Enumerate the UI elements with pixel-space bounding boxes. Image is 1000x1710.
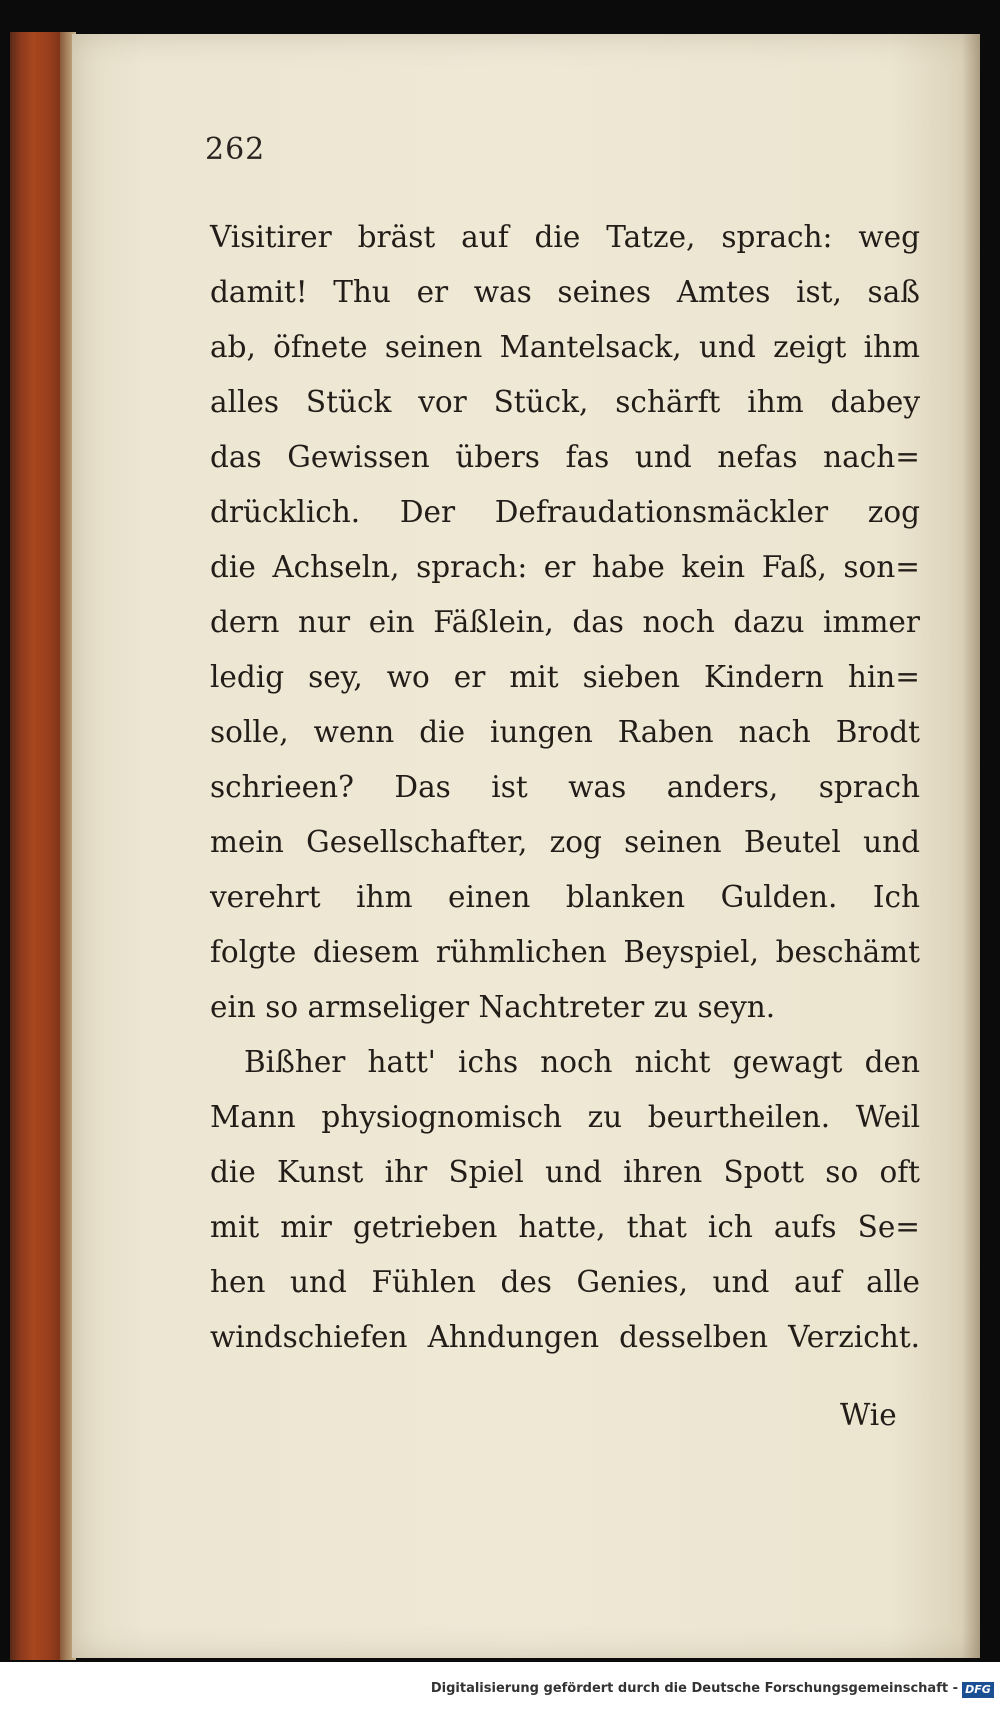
text-line: Visitirer bräst auf die Tatze, sprach: weg xyxy=(210,220,920,254)
text-line: solle, wenn die iungen Raben nach Brodt xyxy=(210,715,920,749)
text-line: mein Gesellschafter, zog seinen Beutel und xyxy=(210,825,920,859)
text-line: ledig sey, wo er mit sieben Kindern hin= xyxy=(210,660,920,694)
text-line: folgte diesem rühmlichen Beyspiel, beschämt xyxy=(210,935,920,969)
text-line: ab, öfnete seinen Mantelsack, und zeigt ihm xyxy=(210,330,920,364)
body-text xyxy=(210,210,920,1365)
text-line: das Gewissen übers fas und nefas nach= xyxy=(210,440,920,474)
text-line: verehrt ihm einen blanken Gulden. Ich xyxy=(210,880,920,914)
text-line: die Kunst ihr Spiel und ihren Spott so oft xyxy=(210,1155,920,1189)
footer-bar xyxy=(0,1662,1000,1710)
text-line: die Achseln, sprach: er habe kein Faß, son= xyxy=(210,550,920,584)
text-line: hen und Fühlen des Genies, und auf alle xyxy=(210,1265,920,1299)
text-line: dern nur ein Fäßlein, das noch dazu immer xyxy=(210,605,920,639)
text-line: Bißher hatt' ichs noch nicht gewagt den xyxy=(244,1045,920,1079)
catchword: Wie xyxy=(840,1398,897,1432)
text-line: mit mir getrieben hatte, that ich aufs Se= xyxy=(210,1210,920,1244)
page-number: 262 xyxy=(205,132,266,167)
text-line: damit! Thu er was seines Amtes ist, saß xyxy=(210,275,920,309)
text-line: ein so armseliger Nachtreter zu seyn. xyxy=(210,990,776,1024)
text-line: schrieen? Das ist was anders, sprach xyxy=(210,770,920,804)
text-line: alles Stück vor Stück, schärft ihm dabey xyxy=(210,385,920,419)
text-line: drücklich. Der Defraudationsmäckler zog xyxy=(210,495,920,529)
dfg-logo-icon: DFG xyxy=(962,1682,994,1698)
funding-credit: Digitalisierung gefördert durch die Deutsche Forschungsgemeinschaft - xyxy=(430,1681,958,1696)
text-line: windschiefen Ahndungen desselben Verzicht. xyxy=(210,1320,920,1354)
text-line: Mann physiognomisch zu beurtheilen. Weil xyxy=(210,1100,920,1134)
